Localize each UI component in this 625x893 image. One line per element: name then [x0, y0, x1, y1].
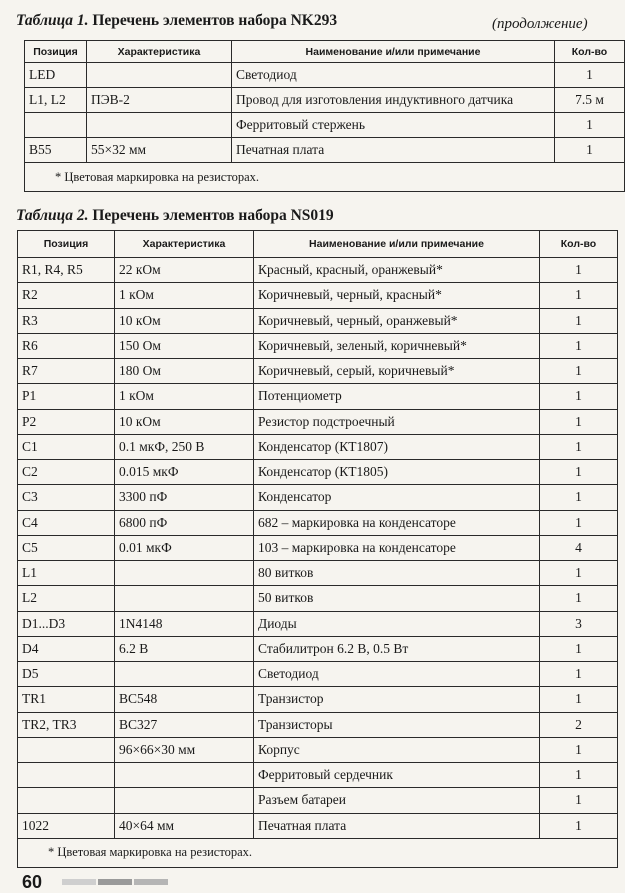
cell-position: TR1 [18, 687, 115, 712]
cell-name: Стабилитрон 6.2 В, 0.5 Вт [254, 636, 540, 661]
cell-name: Разъем батареи [254, 788, 540, 813]
cell-position: C4 [18, 510, 115, 535]
cell-position: C3 [18, 485, 115, 510]
table1-footnote-row [25, 163, 625, 192]
cell-name: Транзисторы [254, 712, 540, 737]
cell-quantity: 1 [540, 763, 618, 788]
table-row [25, 113, 625, 138]
cell-characteristic: 1 кОм [115, 384, 254, 409]
page-bar-decoration [134, 879, 168, 885]
table1-footnote: * Цветовая маркировка на резисторах. [25, 163, 625, 192]
cell-position: C5 [18, 535, 115, 560]
cell-characteristic [115, 561, 254, 586]
page-bar-decoration [62, 879, 96, 885]
table-row [25, 88, 625, 113]
cell-quantity: 1 [540, 788, 618, 813]
cell-name: Коричневый, черный, красный* [254, 283, 540, 308]
cell-name: Транзистор [254, 687, 540, 712]
cell-characteristic: 180 Ом [115, 359, 254, 384]
cell-characteristic: 1N4148 [115, 611, 254, 636]
cell-characteristic: 96×66×30 мм [115, 737, 254, 762]
cell-name: Резистор подстроечный [254, 409, 540, 434]
cell-position: LED [25, 63, 87, 88]
cell-position [18, 737, 115, 762]
table1-header-characteristic: Характеристика [87, 41, 232, 63]
cell-characteristic: 10 кОм [115, 409, 254, 434]
cell-quantity: 1 [555, 63, 625, 88]
cell-characteristic: 22 кОм [115, 258, 254, 283]
cell-characteristic: ПЭВ-2 [87, 88, 232, 113]
cell-quantity: 1 [540, 737, 618, 762]
cell-name: Конденсатор [254, 485, 540, 510]
cell-position [18, 763, 115, 788]
table1-header-quantity: Кол-во [555, 41, 625, 63]
cell-characteristic: BC327 [115, 712, 254, 737]
cell-quantity: 1 [540, 308, 618, 333]
cell-name: Коричневый, черный, оранжевый* [254, 308, 540, 333]
cell-quantity: 1 [540, 636, 618, 661]
cell-name: Коричневый, зеленый, коричневый* [254, 333, 540, 358]
cell-characteristic: 150 Ом [115, 333, 254, 358]
table2-caption-prefix: Таблица 2. [16, 207, 89, 224]
cell-name: 50 витков [254, 586, 540, 611]
table1-header-position: Позиция [25, 41, 87, 63]
cell-name: Провод для изготовления индуктивного датчика [232, 88, 555, 113]
table1-caption-text: Перечень элементов набора NK293 [88, 12, 338, 29]
cell-characteristic: 3300 пФ [115, 485, 254, 510]
cell-quantity: 4 [540, 535, 618, 560]
cell-name: Конденсатор (КТ1807) [254, 434, 540, 459]
cell-position: R6 [18, 333, 115, 358]
cell-position: R3 [18, 308, 115, 333]
cell-characteristic: 40×64 мм [115, 813, 254, 838]
cell-characteristic [115, 662, 254, 687]
cell-quantity: 1 [540, 333, 618, 358]
cell-characteristic: 0.1 мкФ, 250 В [115, 434, 254, 459]
cell-name: Диоды [254, 611, 540, 636]
table2-caption [16, 207, 334, 225]
table1-caption-prefix: Таблица 1. [16, 12, 89, 29]
cell-name: Печатная плата [232, 138, 555, 163]
table-row [25, 63, 625, 88]
table2-header-quantity: Кол-во [540, 231, 618, 258]
cell-name: 682 – маркировка на конденсаторе [254, 510, 540, 535]
table2-footnote-row [18, 838, 618, 867]
cell-name: 103 – маркировка на конденсаторе [254, 535, 540, 560]
table-row [18, 763, 618, 788]
table-row [18, 737, 618, 762]
table-row [18, 359, 618, 384]
cell-position: L1, L2 [25, 88, 87, 113]
table-row [18, 258, 618, 283]
cell-characteristic: 0.01 мкФ [115, 535, 254, 560]
cell-characteristic [115, 586, 254, 611]
cell-quantity: 2 [540, 712, 618, 737]
table-row [18, 813, 618, 838]
table-row [18, 636, 618, 661]
cell-quantity: 1 [540, 434, 618, 459]
cell-quantity: 1 [540, 485, 618, 510]
cell-position: L1 [18, 561, 115, 586]
table2-header-row [18, 231, 618, 258]
page-number: 60 [22, 872, 43, 892]
cell-position: R2 [18, 283, 115, 308]
cell-name: Ферритовый стержень [232, 113, 555, 138]
cell-characteristic [115, 763, 254, 788]
cell-characteristic: 10 кОм [115, 308, 254, 333]
cell-quantity: 7.5 м [555, 88, 625, 113]
cell-position: D4 [18, 636, 115, 661]
cell-characteristic: 55×32 мм [87, 138, 232, 163]
cell-characteristic: 6800 пФ [115, 510, 254, 535]
cell-position: R1, R4, R5 [18, 258, 115, 283]
table-row [18, 788, 618, 813]
table2-footnote: * Цветовая маркировка на резисторах. [18, 838, 618, 867]
cell-quantity: 1 [555, 138, 625, 163]
cell-quantity: 1 [540, 813, 618, 838]
cell-quantity: 1 [540, 510, 618, 535]
cell-position: TR2, TR3 [18, 712, 115, 737]
cell-characteristic: BC548 [115, 687, 254, 712]
cell-characteristic: 1 кОм [115, 283, 254, 308]
cell-quantity: 1 [540, 409, 618, 434]
cell-position: D1...D3 [18, 611, 115, 636]
table-row [25, 138, 625, 163]
table-row [18, 510, 618, 535]
cell-position: C2 [18, 460, 115, 485]
cell-position: B55 [25, 138, 87, 163]
cell-quantity: 1 [540, 662, 618, 687]
table2 [17, 230, 618, 868]
cell-position: P2 [18, 409, 115, 434]
cell-name: Светодиод [254, 662, 540, 687]
cell-quantity: 1 [540, 359, 618, 384]
table-row [18, 586, 618, 611]
table1-header-name: Наименование и/или примечание [232, 41, 555, 63]
cell-quantity: 1 [555, 113, 625, 138]
cell-characteristic [115, 788, 254, 813]
table-row [18, 611, 618, 636]
cell-position [25, 113, 87, 138]
page-bar-decoration [98, 879, 132, 885]
cell-quantity: 1 [540, 258, 618, 283]
cell-quantity: 1 [540, 586, 618, 611]
cell-name: Конденсатор (КТ1805) [254, 460, 540, 485]
cell-characteristic [87, 63, 232, 88]
cell-name: 80 витков [254, 561, 540, 586]
cell-name: Светодиод [232, 63, 555, 88]
continuation-label: (продолжение) [492, 16, 588, 32]
cell-position: P1 [18, 384, 115, 409]
table-row [18, 561, 618, 586]
cell-position [18, 788, 115, 813]
table1-header-row [25, 41, 625, 63]
table-row [18, 409, 618, 434]
cell-quantity: 1 [540, 460, 618, 485]
table-row [18, 333, 618, 358]
table-row [18, 384, 618, 409]
table-row [18, 485, 618, 510]
table2-caption-text: Перечень элементов набора NS019 [88, 207, 334, 224]
table-row [18, 712, 618, 737]
table2-header-name: Наименование и/или примечание [254, 231, 540, 258]
cell-name: Красный, красный, оранжевый* [254, 258, 540, 283]
cell-position: D5 [18, 662, 115, 687]
table-row [18, 460, 618, 485]
cell-position: C1 [18, 434, 115, 459]
cell-characteristic: 6.2 В [115, 636, 254, 661]
table-row [18, 662, 618, 687]
cell-name: Потенциометр [254, 384, 540, 409]
table-row [18, 308, 618, 333]
cell-position: 1022 [18, 813, 115, 838]
cell-quantity: 3 [540, 611, 618, 636]
cell-characteristic: 0.015 мкФ [115, 460, 254, 485]
cell-position: R7 [18, 359, 115, 384]
cell-name: Ферритовый сердечник [254, 763, 540, 788]
cell-quantity: 1 [540, 384, 618, 409]
cell-position: L2 [18, 586, 115, 611]
cell-name: Корпус [254, 737, 540, 762]
table-row [18, 283, 618, 308]
table-row [18, 434, 618, 459]
table-row [18, 687, 618, 712]
cell-quantity: 1 [540, 283, 618, 308]
cell-quantity: 1 [540, 561, 618, 586]
table2-header-position: Позиция [18, 231, 115, 258]
table-row [18, 535, 618, 560]
cell-characteristic [87, 113, 232, 138]
cell-name: Коричневый, серый, коричневый* [254, 359, 540, 384]
cell-quantity: 1 [540, 687, 618, 712]
table1-caption [16, 12, 337, 30]
table2-header-characteristic: Характеристика [115, 231, 254, 258]
table1 [24, 40, 625, 192]
cell-name: Печатная плата [254, 813, 540, 838]
